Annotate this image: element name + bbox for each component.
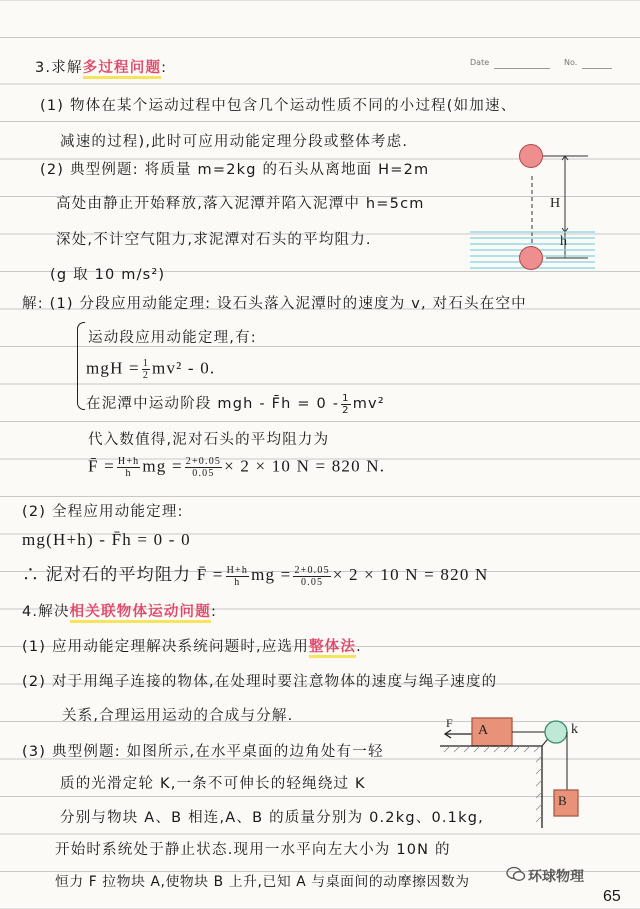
- watermark: 环球物理: [528, 869, 584, 885]
- wechat-icon: [506, 866, 526, 882]
- section4-p3-line5: 恒力 F 拉物块 A,使物块 B 上升,已知 A 与桌面间的动摩擦因数为: [55, 874, 470, 890]
- depth-label-h: h: [560, 234, 567, 249]
- section3-p1-line1: (1) 物体在某个运动过程中包含几个运动性质不同的小过程(如加速、: [40, 98, 517, 114]
- section4-p3-line4: 开始时系统处于静止状态.现用一水平向左大小为 10N 的: [55, 842, 451, 858]
- height-label-H: H: [550, 196, 561, 211]
- section3-p2-line4: (g 取 10 m/s²): [50, 267, 166, 283]
- section4-p3-line2: 质的光滑定轮 K,一条不可伸长的轻绳绕过 K: [60, 776, 366, 792]
- stone-top: [519, 144, 543, 168]
- solution-line1: 解: (1) 分段应用动能定理: 设石头落入泥潭时的速度为 v, 对石头在空中: [22, 296, 527, 312]
- equation-brace: [77, 322, 85, 410]
- equation-2: 在泥潭中运动阶段 mgh - F̄h = 0 - $\frac{1}{2}$ mv²: [86, 392, 385, 416]
- section3-p1-line2: 减速的过程),此时可应用动能定理分段或整体考虑.: [60, 134, 409, 150]
- result-1: F̄ = $\frac{H+h}{h}$ mg = $\frac{2+0.05}{0.05}$ × 2 × 10 N = 820 N.: [88, 456, 386, 479]
- date-label: Date: [470, 58, 490, 67]
- section3-p2-line2: 高处由静止开始释放,落入泥潭并陷入泥潭中 h=5cm: [56, 196, 425, 212]
- whole-process-title: (2) 全程应用动能定理:: [22, 504, 184, 520]
- section4-p2-line1: (2) 对于用绳子连接的物体,在处理时要注意物体的速度与绳子速度的: [22, 674, 498, 690]
- substitution-line: 代入数值得,泥对石头的平均阻力为: [88, 432, 330, 448]
- section4-p2-line2: 关系,合理运用运动的合成与分解.: [62, 708, 294, 724]
- result-2: ∴ 泥对石的平均阻力 F̄ = $\frac{H+h}{h}$ mg = $\frac{2+0.05}{0.05}$ × 2 × 10 N = 820 N: [22, 564, 489, 588]
- whole-process-equation: mg(H+h) - F̄h = 0 - 0: [22, 530, 191, 549]
- pulley-label-K: k: [571, 722, 578, 737]
- number-label: No.: [564, 58, 578, 67]
- section3-heading: 3.求解多过程问题:: [35, 56, 167, 77]
- section3-p2-line1: (2) 典型例题: 将质量 m=2kg 的石头从离地面 H=2m: [40, 162, 430, 178]
- section4-heading: 4.解决相关联物体运动问题:: [22, 600, 217, 621]
- solution-line2: 运动段应用动能定理,有:: [88, 330, 257, 346]
- section3-p2-line3: 深处,不计空气阻力,求泥潭对石头的平均阻力.: [56, 232, 372, 248]
- page-number: 65: [603, 888, 621, 905]
- pulley-diagram-lines: [440, 712, 620, 828]
- force-label-F: F: [446, 716, 453, 730]
- stone-bottom: [519, 246, 543, 270]
- section4-p3-line1: (3) 典型例题: 如图所示,在水平桌面的边角处有一轻: [22, 744, 384, 760]
- block-label-A: A: [478, 723, 489, 738]
- equation-1: mgH = $\frac{1}{2}$ mv² - 0.: [86, 358, 216, 381]
- section4-p1: (1) 应用动能定理解决系统问题时,应选用整体法.: [22, 635, 362, 656]
- section4-p3-line3: 分别与物块 A、B 相连,A、B 的质量分别为 0.2kg、0.1kg,: [60, 810, 484, 826]
- block-label-B: B: [558, 793, 567, 808]
